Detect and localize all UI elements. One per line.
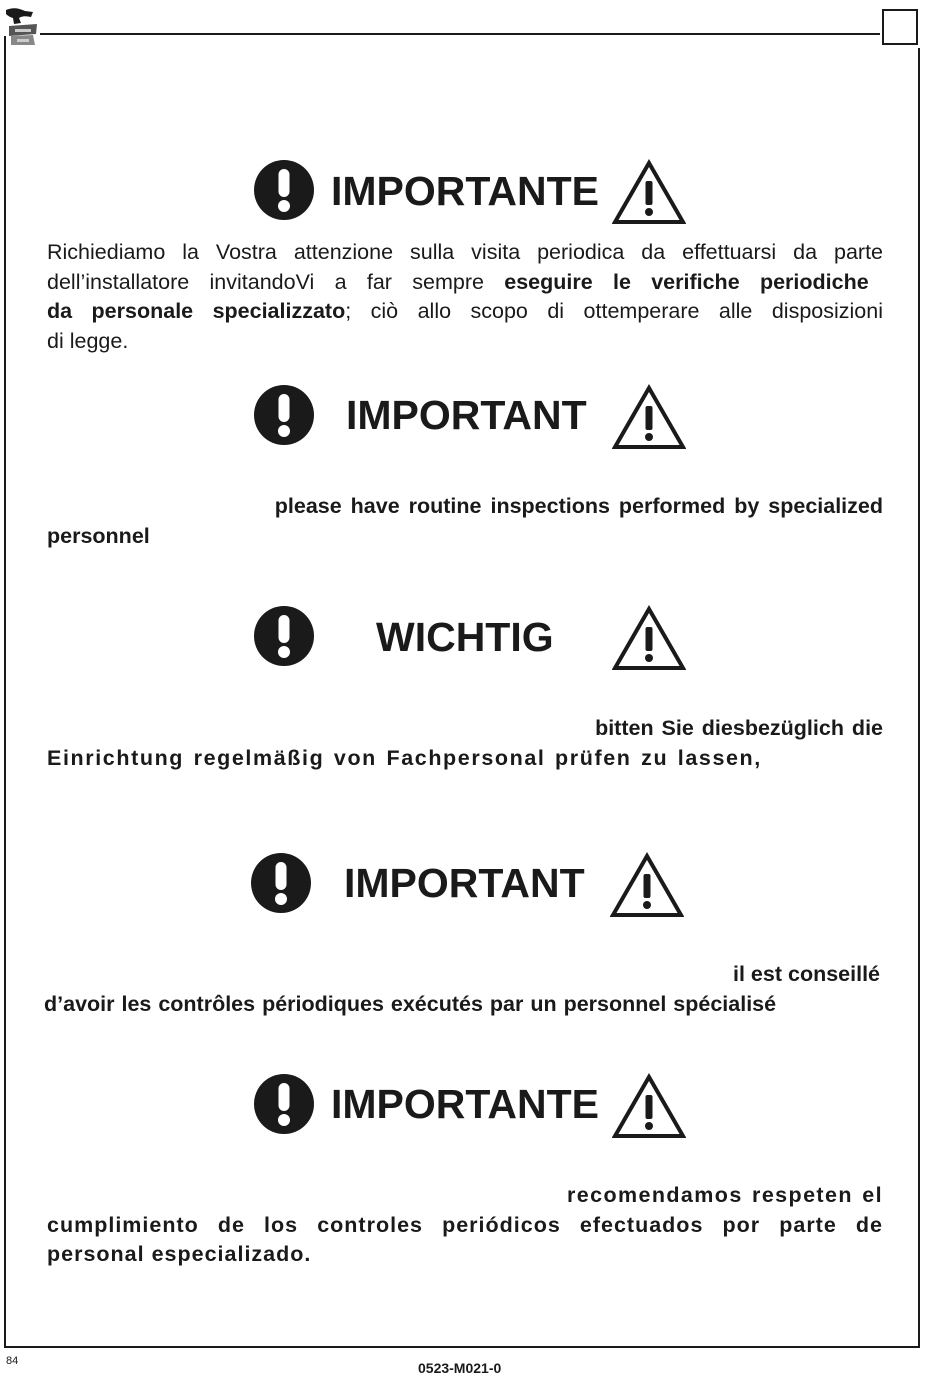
heading-title: IMPORTANT	[346, 392, 587, 438]
page-frame-bottom	[4, 1346, 920, 1348]
section-spanish-paragraph	[47, 1181, 883, 1270]
para-line: personal especializado.	[47, 1242, 312, 1266]
section-german-paragraph	[47, 714, 883, 773]
para-line: di legge.	[47, 328, 129, 353]
header-rule	[40, 33, 880, 35]
corner-box	[882, 9, 918, 45]
exclamation-circle-icon	[254, 1074, 314, 1134]
warning-triangle-icon	[610, 852, 684, 918]
page-frame-right	[918, 48, 920, 1348]
exclamation-circle-icon	[254, 160, 314, 220]
page-number: 84	[6, 1355, 19, 1367]
heading-title: IMPORTANTE	[331, 168, 600, 214]
heading-title: IMPORTANT	[344, 860, 585, 906]
para-line: cumplimiento de los controles periódicos efectuados por parte de	[47, 1212, 883, 1237]
warning-triangle-icon	[612, 605, 686, 671]
para-line	[47, 297, 883, 327]
section-german-heading	[0, 605, 950, 671]
para-line: recomendamos respeten el	[566, 1183, 883, 1207]
para-line: il est conseillé	[733, 962, 880, 986]
para-text: ; ciò allo scopo di ottemperare alle disposizioni	[345, 299, 883, 323]
para-line: Einrichtung regelmäßig von Fachpersonal prüfen zu lassen,	[47, 745, 762, 770]
warning-triangle-icon	[612, 384, 686, 450]
section-spanish-heading	[0, 1072, 950, 1138]
section-french-paragraph	[44, 960, 880, 1019]
document-code: 0523-M021-0	[418, 1360, 502, 1376]
section-english-heading	[0, 383, 950, 449]
para-line: personnel	[47, 523, 150, 548]
warning-triangle-icon	[612, 159, 686, 225]
exclamation-circle-icon	[254, 385, 314, 445]
section-french-heading	[0, 851, 950, 917]
para-line: please have routine inspections performed by specialized	[274, 494, 883, 518]
para-line: bitten Sie diesbezüglich die	[595, 716, 883, 740]
exclamation-circle-icon	[251, 853, 311, 913]
para-line	[47, 268, 869, 298]
warning-triangle-icon	[612, 1073, 686, 1139]
section-english-paragraph	[47, 492, 883, 551]
para-text: dell’installatore invitandoVi a far sempre	[47, 269, 505, 294]
heading-title: WICHTIG	[376, 614, 554, 660]
para-bold-text: da personale specializzato	[47, 299, 346, 323]
para-bold-text: eseguire le verifiche periodiche	[504, 269, 869, 294]
heading-title: IMPORTANTE	[331, 1081, 600, 1127]
section-italian-heading	[0, 159, 950, 225]
exclamation-circle-icon	[254, 606, 314, 666]
brand-logo-icon	[3, 6, 39, 46]
para-line: d’avoir les contrôles périodiques exécutés par un personnel spécialisé	[44, 991, 777, 1016]
section-italian-paragraph	[47, 238, 883, 356]
para-line: Richiediamo la Vostra attenzione sulla visita periodica da effettuarsi da parte	[47, 240, 883, 264]
page-frame-left	[4, 36, 6, 1348]
